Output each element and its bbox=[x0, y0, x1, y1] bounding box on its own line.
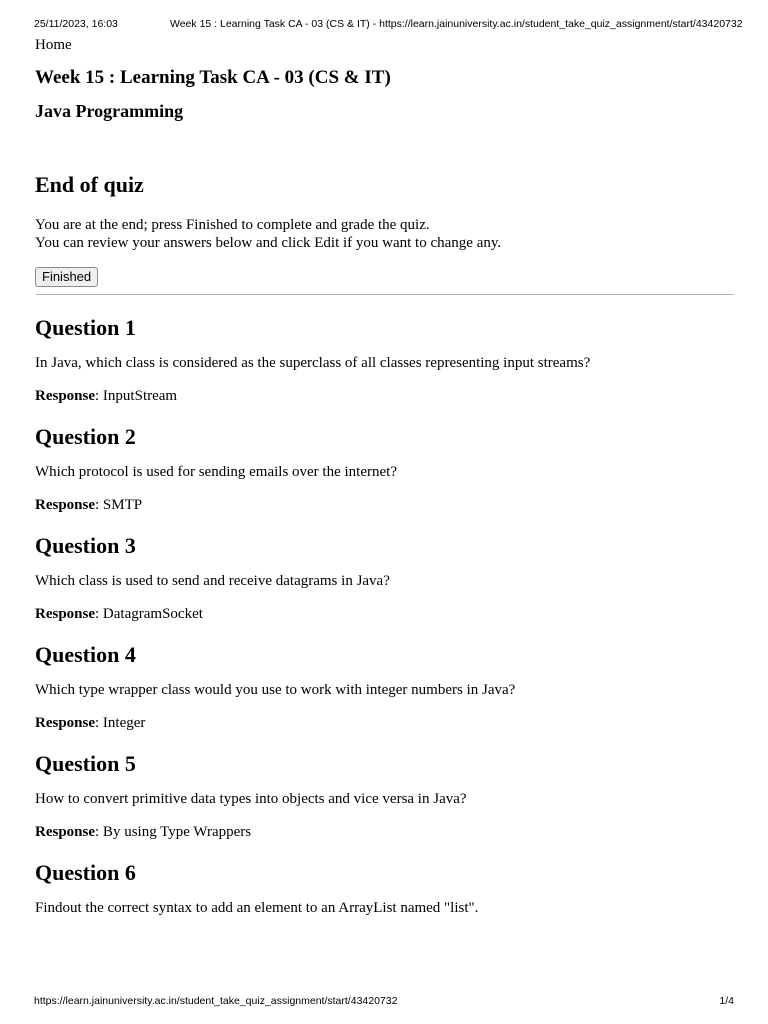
question-heading: Question 3 bbox=[35, 533, 136, 558]
divider bbox=[36, 294, 734, 295]
question-prompt: In Java, which class is considered as the superclass of all classes representing input streams? bbox=[35, 355, 591, 371]
print-datetime: 25/11/2023, 16:03 bbox=[34, 18, 118, 30]
question-heading: Question 1 bbox=[35, 315, 136, 340]
response-value: : InputStream bbox=[95, 388, 178, 404]
response-label: Response bbox=[35, 715, 96, 731]
question-heading: Question 6 bbox=[35, 860, 136, 885]
question-response bbox=[35, 387, 735, 405]
quiz-title: Week 15 : Learning Task CA - 03 (CS & IT) bbox=[35, 67, 391, 88]
response-value: : SMTP bbox=[95, 497, 143, 513]
question-response bbox=[35, 496, 735, 514]
response-label: Response bbox=[35, 497, 96, 513]
end-of-quiz-heading: End of quiz bbox=[35, 172, 144, 197]
response-label: Response bbox=[35, 824, 96, 840]
intro-line-2: You can review your answers below and click Edit if you want to change any. bbox=[35, 235, 502, 251]
question-response bbox=[35, 823, 735, 841]
question-block bbox=[35, 533, 735, 623]
question-block bbox=[35, 424, 735, 514]
response-value: : DatagramSocket bbox=[95, 606, 203, 622]
question-prompt: How to convert primitive data types into objects and vice versa in Java? bbox=[35, 791, 467, 807]
main-content bbox=[35, 36, 735, 917]
response-value: : Integer bbox=[95, 715, 146, 731]
question-block bbox=[35, 860, 735, 917]
question-heading: Question 2 bbox=[35, 424, 136, 449]
question-prompt: Which protocol is used for sending emails over the internet? bbox=[35, 464, 397, 480]
response-label: Response bbox=[35, 388, 96, 404]
home-link[interactable]: Home bbox=[35, 37, 72, 53]
question-heading: Question 5 bbox=[35, 751, 136, 776]
question-block bbox=[35, 315, 735, 405]
print-page-number: 1/4 bbox=[719, 995, 734, 1007]
intro-line-1: You are at the end; press Finished to complete and grade the quiz. bbox=[35, 217, 430, 233]
question-prompt: Findout the correct syntax to add an element to an ArrayList named "list". bbox=[35, 900, 479, 916]
question-prompt: Which type wrapper class would you use to work with integer numbers in Java? bbox=[35, 682, 516, 698]
print-page-title: Week 15 : Learning Task CA - 03 (CS & IT) - https://learn.jainuniversity.ac.in/student_take_quiz_assignment/start/43420732 bbox=[170, 18, 743, 30]
print-footer bbox=[34, 995, 734, 1009]
response-label: Response bbox=[35, 606, 96, 622]
course-title: Java Programming bbox=[35, 101, 184, 121]
finished-button[interactable]: Finished bbox=[35, 267, 98, 287]
print-footer-url: https://learn.jainuniversity.ac.in/student_take_quiz_assignment/start/43420732 bbox=[34, 995, 398, 1007]
response-value: : By using Type Wrappers bbox=[95, 824, 252, 840]
question-prompt: Which class is used to send and receive datagrams in Java? bbox=[35, 573, 390, 589]
question-block bbox=[35, 751, 735, 841]
question-block bbox=[35, 642, 735, 732]
question-response bbox=[35, 605, 735, 623]
question-heading: Question 4 bbox=[35, 642, 136, 667]
intro-text bbox=[35, 216, 735, 252]
question-response bbox=[35, 714, 735, 732]
print-header bbox=[34, 18, 743, 32]
